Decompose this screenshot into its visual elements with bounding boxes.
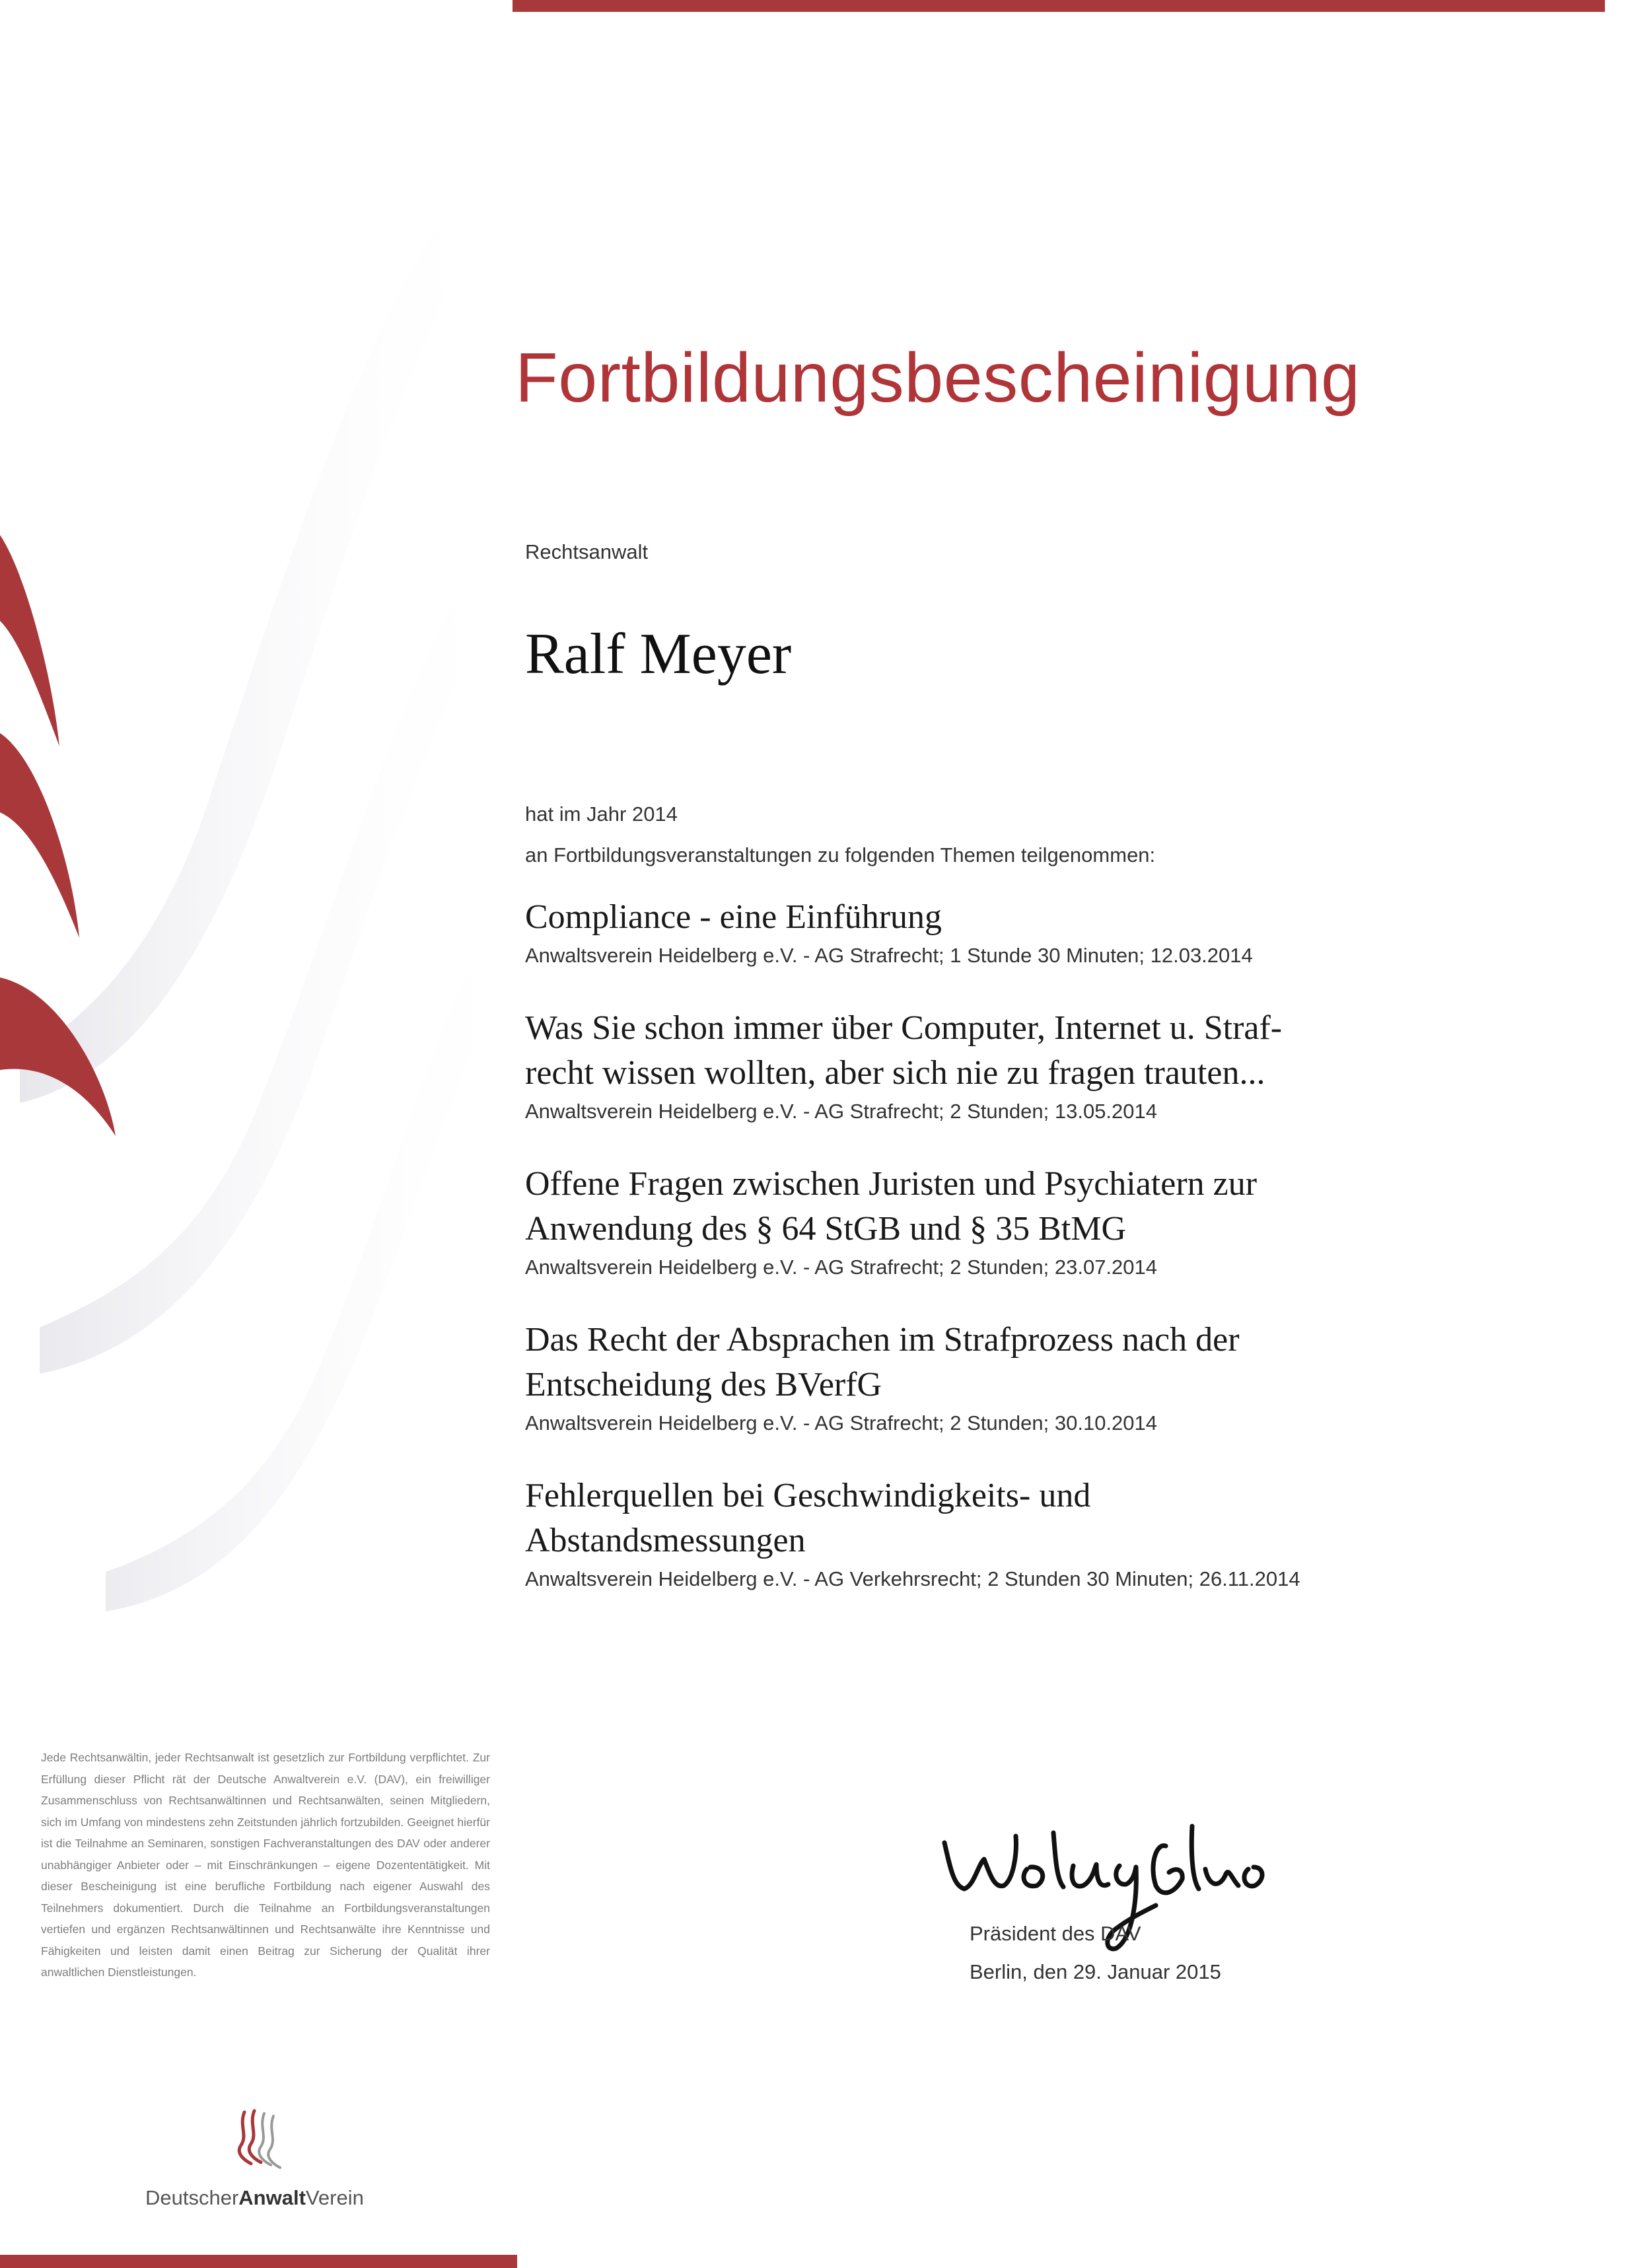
- recipient-name: Ralf Meyer: [525, 622, 792, 686]
- course-title: Fehlerquellen bei Geschwindigkeits- und Abstandsmessungen: [525, 1477, 1091, 1559]
- recipient-role: Rechtsanwalt: [525, 540, 649, 563]
- background-swoosh-decoration: [0, 165, 594, 1750]
- top-accent-bar: [513, 0, 1605, 12]
- course-details: Anwaltsverein Heidelberg e.V. - AG Strafrecht; 1 Stunde 30 Minuten; 12.03.2014: [525, 944, 1253, 967]
- course-title: Das Recht der Absprachen im Strafprozess nach der Entscheidung des BVerfG: [525, 1321, 1240, 1403]
- course-details: Anwaltsverein Heidelberg e.V. - AG Strafrecht; 2 Stunden; 30.10.2014: [525, 1411, 1158, 1435]
- course-item: [525, 1318, 1595, 1435]
- course-title: Offene Fragen zwischen Juristen und Psychiatern zur Anwendung des § 64 StGB und § 35 BtMG: [525, 1165, 1258, 1248]
- course-item: [525, 1162, 1595, 1279]
- legal-disclaimer: Jede Rechtsanwältin, jeder Rechtsanwalt ist gesetzlich zur Fortbildung verpflichtet. Zur Erfüllung dieser Pflicht rät der Deutsche Anwaltverein e.V. (DAV), ein freiwilliger Zusammenschluss von Rechtsanwältinnen und Rechtsanwälten, seinen Mitgliedern, sich im Umfang von mindestens zehn Zeitstunden jährlich fortzubilden. Geeignet hierfür ist die Teilnahme an Seminaren, sonstigen Fachveranstaltungen des DAV oder anderer unabhängiger Anbieter oder – mit Einschränkungen – eigene Dozententätigkeit. Mit dieser Bescheinigung ist eine berufliche Fortbildung nach eigener Auswahl des Teilnehmers dokumentiert. Durch die Teilnahme an Fortbildungsveranstaltungen vertiefen und ergänzen Rechtsanwältinnen und Rechtsanwälte ihre Kenntnisse und Fähigkeiten und leisten damit einen Beitrag zur Sicherung der Qualität ihrer anwaltlichen Dienstleistungen.: [41, 1751, 490, 1979]
- logo-text-part3: Verein: [305, 2186, 364, 2209]
- course-details: Anwaltsverein Heidelberg e.V. - AG Verkehrsrecht; 2 Stunden 30 Minuten; 26.11.2014: [525, 1567, 1300, 1590]
- course-details: Anwaltsverein Heidelberg e.V. - AG Strafrecht; 2 Stunden; 23.07.2014: [525, 1256, 1158, 1279]
- course-title: Compliance - eine Einführung: [525, 898, 942, 936]
- course-item: [525, 1006, 1595, 1123]
- logo-text-part1: Deutscher: [145, 2186, 239, 2209]
- certificate-title: Fortbildungsbescheinigung: [515, 339, 1361, 417]
- course-title: Was Sie schon immer über Computer, Internet u. Straf- recht wissen wollten, aber sich nie zu fragen trauten...: [525, 1009, 1283, 1092]
- place-and-date: Berlin, den 29. Januar 2015: [970, 1960, 1221, 1983]
- bottom-accent-bar: [0, 2255, 517, 2268]
- logo-text-part2: Anwalt: [238, 2186, 306, 2209]
- course-details: Anwaltsverein Heidelberg e.V. - AG Strafrecht; 2 Stunden; 13.05.2014: [525, 1100, 1158, 1123]
- dav-feather-logo-icon: [231, 2106, 291, 2172]
- intro-year-line: hat im Jahr 2014: [525, 802, 678, 826]
- intro-topics-line: an Fortbildungsveranstaltungen zu folgenden Themen teilgenommen:: [525, 843, 1156, 867]
- course-item: [525, 1473, 1595, 1591]
- dav-logo-wordmark: [145, 2186, 364, 2210]
- course-list: [525, 895, 1595, 1629]
- signer-role: Präsident des DAV: [970, 1922, 1141, 1945]
- course-item: [525, 895, 1595, 968]
